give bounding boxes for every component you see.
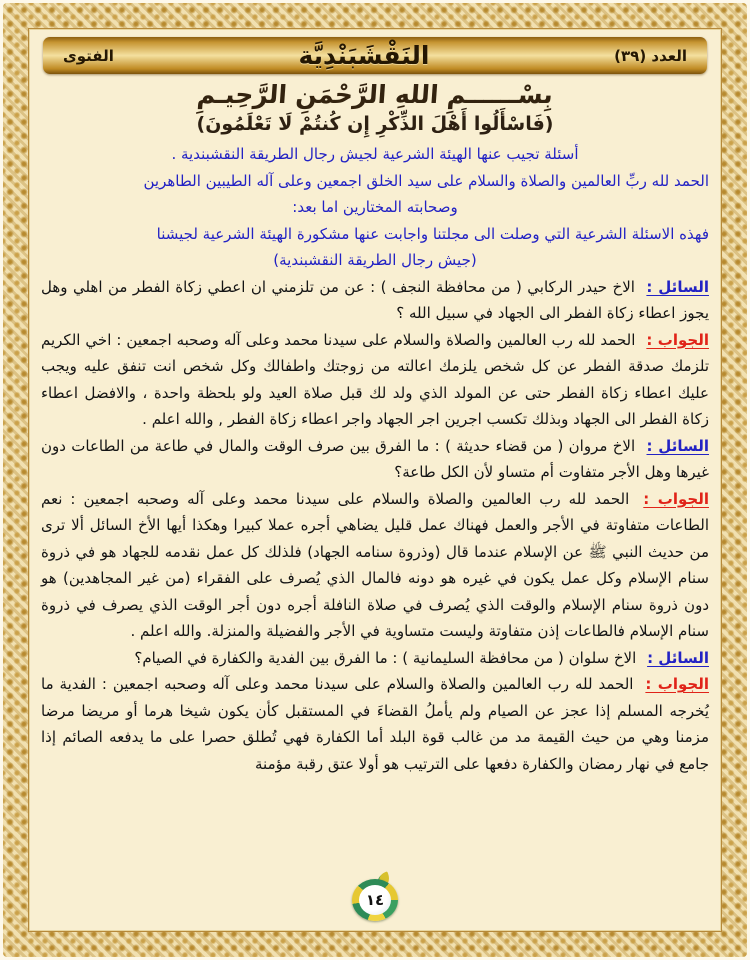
intro-line-4: فهذه الاسئلة الشرعية التي وصلت الى مجلتنا واجابت عنها مشكورة الهيئة الشرعية لجيشنا: [156, 224, 709, 243]
page-number-ornament: [352, 879, 398, 921]
question-3: [41, 645, 709, 672]
question-2-text: الاخ مروان ( من قضاء حديثة ) : ما الفرق بين صرف الوقت والمال في طاعة من الطاعات دون غيرها وهل الأجر متفاوت أم متساو لأن الكل طاعة؟: [41, 436, 709, 481]
header-bar: [43, 37, 707, 74]
page-content: [28, 28, 722, 932]
answer-3: [41, 671, 709, 777]
question-2: [41, 433, 709, 486]
answer-3-label: الجواب :: [645, 675, 709, 693]
intro-line-3: وصحابته المختارين اما بعد:: [292, 198, 458, 216]
section-label: الفتوى: [63, 46, 114, 65]
question-3-label: السائل :: [647, 648, 709, 667]
answer-1-text: الحمد لله رب العالمين والصلاة والسلام على سيدنا محمد وعلى آله وصحبه اجمعين : اخي الكريم تلزمك صدقة الفطر عن كل شخص يلزمك اعالته من زوجتك واطفالك وكل شخص انت تنفق عليه ويجب عليك اعطاء زكاة الفطر حتى عن المولد الذي ولد لك قبل صلاة العيد ولو بلحظة واحدة ، والافضل اعطاء زكاة الفطر الى الجهاد وبذلك تكسب اجرين اجر الجهاد واجر اعطاء زكاة الفطر , والله اعلم .: [41, 330, 709, 428]
question-3-text: الاخ سلوان ( من محافظة السليمانية ) : ما الفرق بين الفدية والكفارة في الصيام؟: [134, 648, 637, 667]
quran-verse-calligraphy: (فَاسْأَلُوا أَهْلَ الذِّكْرِ إِن كُنتُمْ لَا تَعْلَمُونَ): [196, 113, 554, 135]
answer-1: [41, 327, 709, 433]
answer-2: [41, 486, 709, 645]
question-2-label: السائل :: [646, 436, 709, 455]
issue-number-label: العدد (٣٩): [614, 46, 687, 65]
answer-2-text: الحمد لله رب العالمين والصلاة والسلام على سيدنا محمد وعلى آله وصحبه اجمعين : نعم الطاعات متفاوتة في الأجر والعمل فهناك عمل قليل يضاهي أجره عملا كبيرا وهكذا أيها الأخ السائل ألا ترى من حديث النبي ﷺ عن الإسلام عندما قال (وذروة سنامه الجهاد) فلذلك كل عمل نقدمه للجهاد هو في ذروة سنام الإسلام وكل عمل يكون في غيره هو دونه فالمال الذي يُصرف على الفقراء (من غير المجاهدين) هو دون ذروة سنام الإسلام والوقت الذي يُصرف في صلاة النافلة أجره دون أجر الوقت الذي يصرف في ذروة سنام الإسلام فالطاعات إذن متفاوتة وليست متساوية في الأجر والفضيلة والمنزلة. والله اعلم .: [41, 489, 709, 640]
introduction: [41, 141, 709, 274]
answer-3-text: الحمد لله رب العالمين والصلاة والسلام على سيدنا محمد وعلى آله وصحبه اجمعين : الفدية ما يُخرجه المسلم إذا عجز عن الصيام ولم يأملُ القضاءَ في المستقبل كأن يكون شيخا هرما أو مريضا مرضا مزمنا وهي من حيث القيمة مد من غالب قوة البلد أما الكفارة فهي تُطلق حصرا على ما يدفعه الصائم إذا جامع في نهار رمضان والكفارة دفعها على الترتيب هو أولا عتق رقبة مؤمنة: [41, 675, 709, 773]
magazine-title: النَقْشَبَنْدِيَّة: [298, 41, 430, 70]
intro-line-1: أسئلة تجيب عنها الهيئة الشرعية لجيش رجال الطريقة النقشبندية .: [171, 145, 579, 163]
answer-2-label: الجواب :: [643, 489, 709, 508]
intro-line-2: الحمد لله ربِّ العالمين والصلاة والسلام على سيد الخلق اجمعين وعلى آله الطيبين الطاهرين: [143, 171, 709, 190]
answer-1-label: الجواب :: [646, 330, 709, 349]
question-1-text: الاخ حيدر الركابي ( من محافظة النجف ) : عن من تلزمني ان اعطي زكاة الفطر من اهلي وهل يجوز اعطاء زكاة الفطر الى الجهاد في سبيل الله ؟: [41, 277, 709, 322]
intro-line-5: (جيش رجال الطريقة النقشبندية): [273, 251, 477, 269]
page-number: ١٤: [359, 885, 391, 915]
basmala-calligraphy: بِسْــــــمِ اللهِ الرَّحْمَنِ الرَّحِيـمِ: [196, 80, 554, 109]
question-1-label: السائل :: [646, 277, 709, 296]
question-1: [41, 274, 709, 327]
